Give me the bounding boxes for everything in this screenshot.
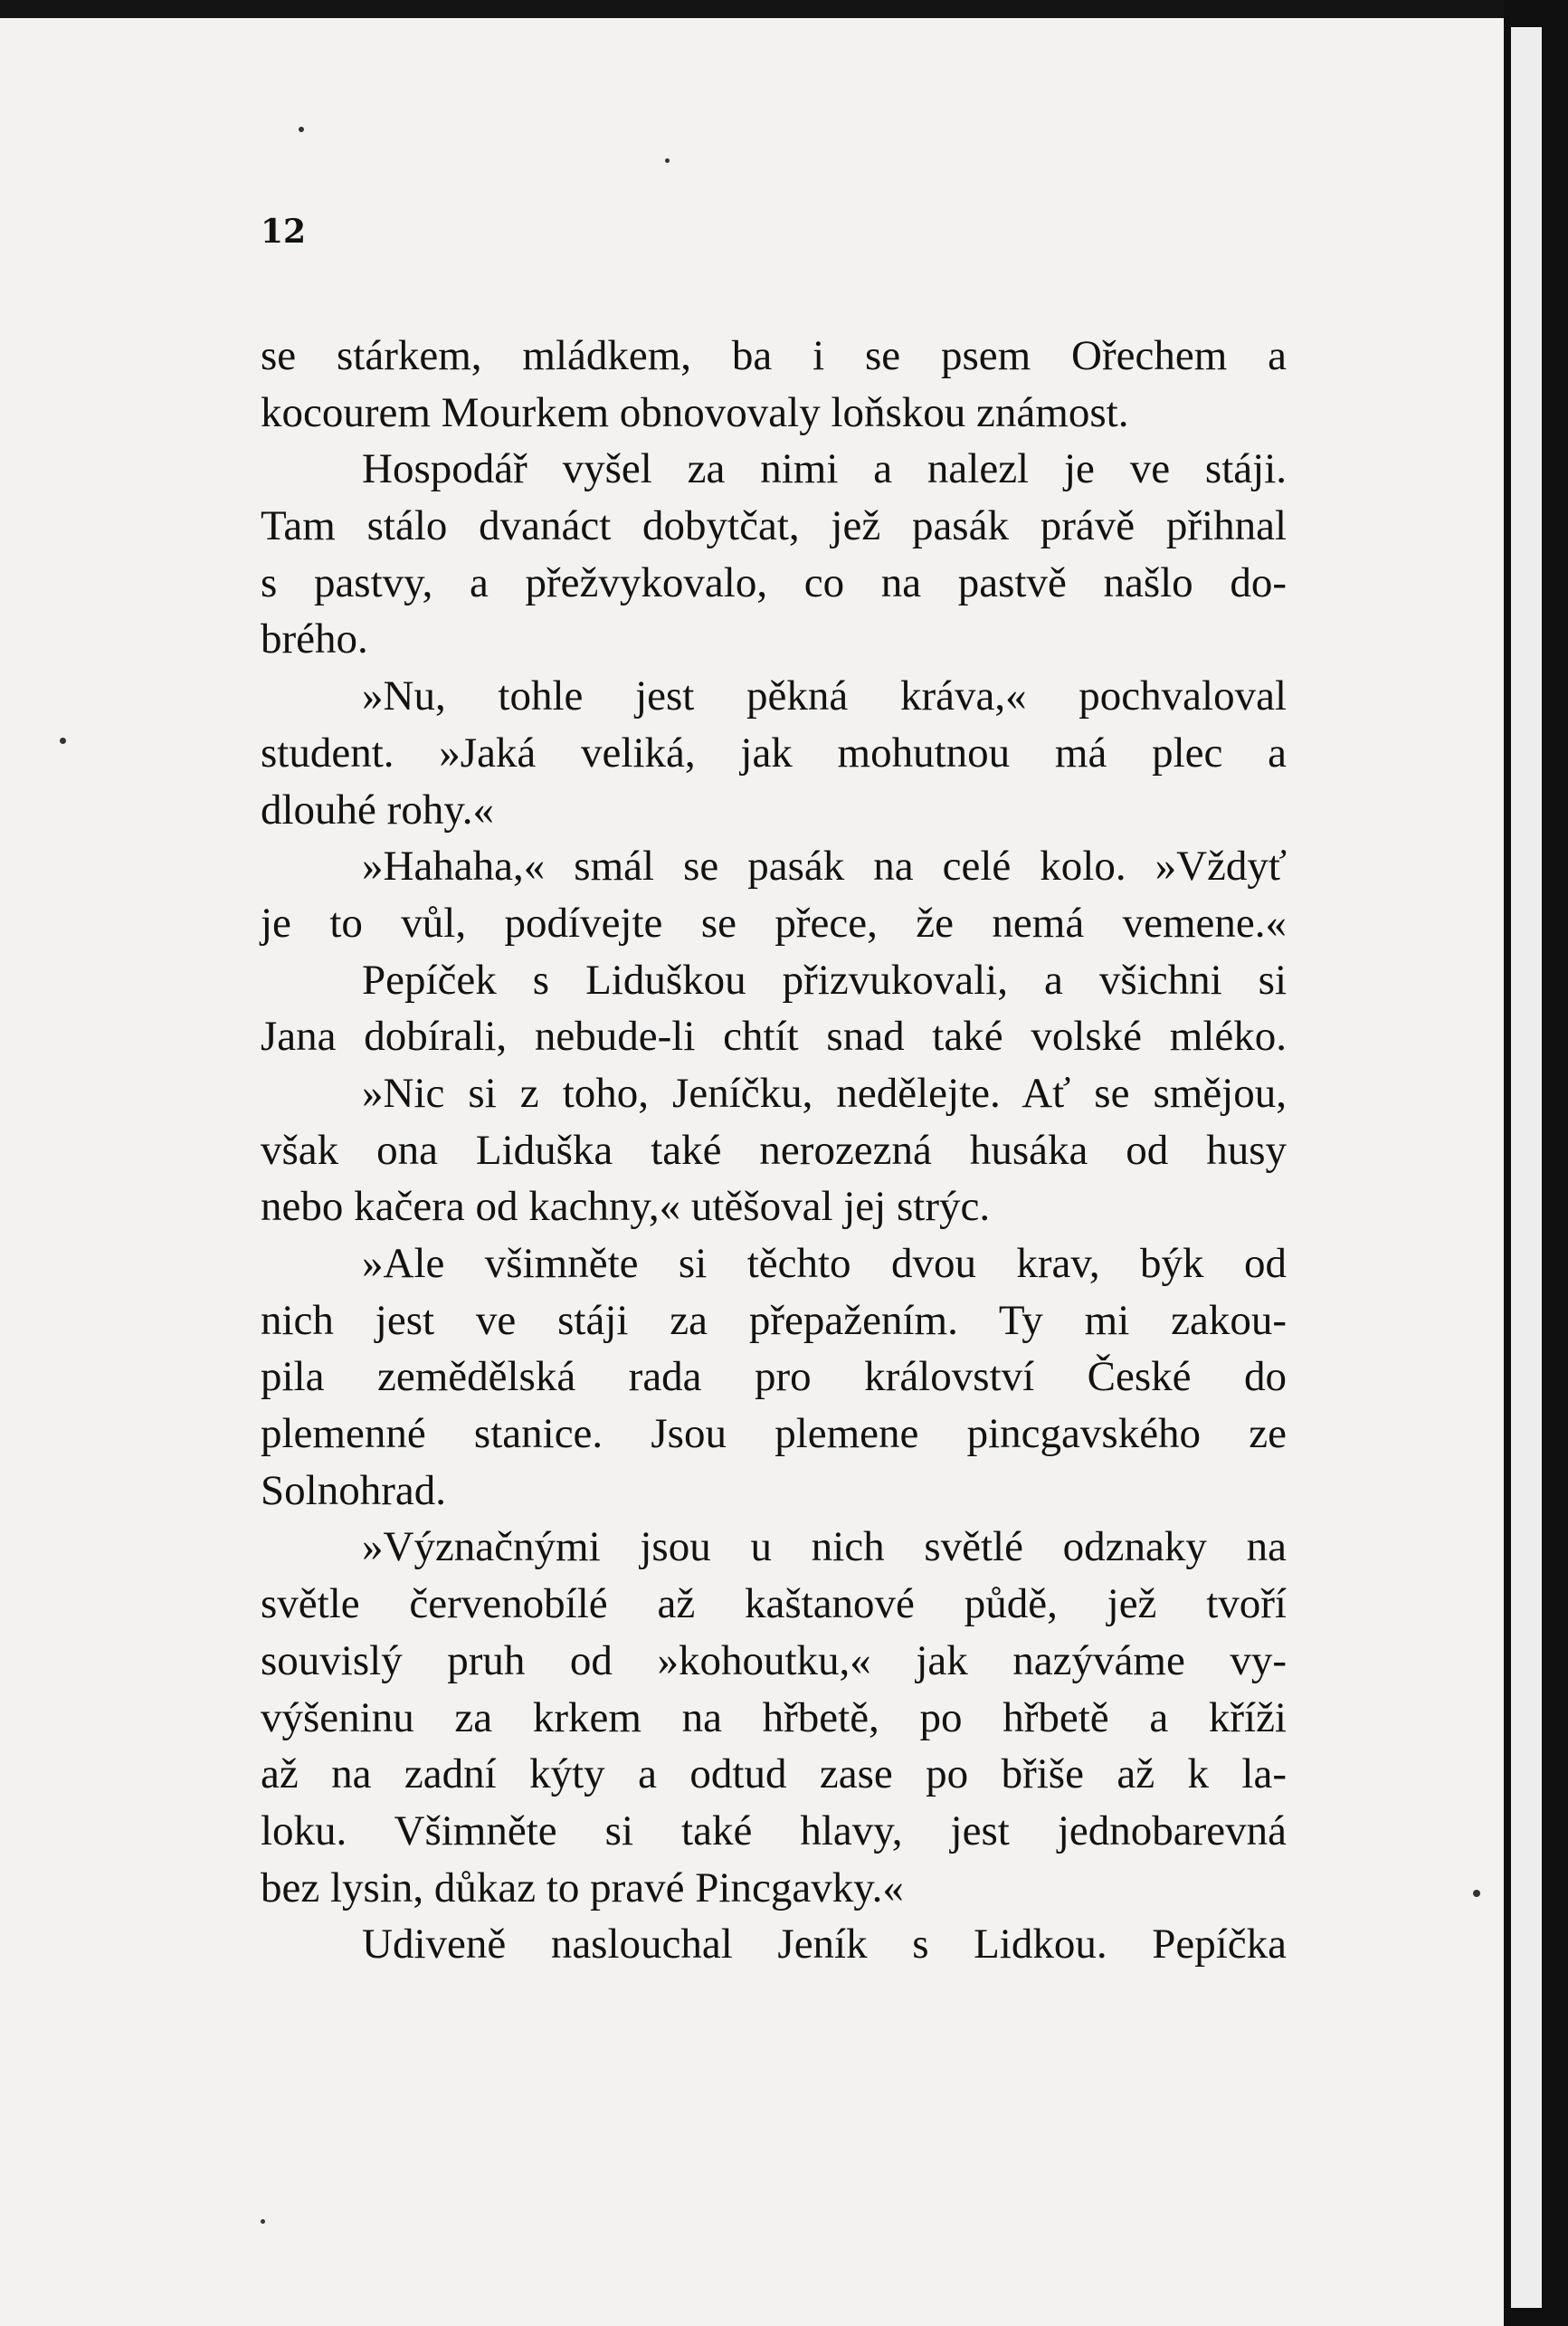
text-line: Tam stálo dvanáct dobytčat, jež pasák právě přihnal [261, 502, 1287, 550]
text-line: plemenné stanice. Jsou plemene pincgavského ze [261, 1410, 1287, 1458]
text-line: s pastvy, a přežvykovalo, co na pastvě našlo do- [261, 558, 1287, 606]
text-line: nich jest ve stáji za přepažením. Ty mi zakou- [261, 1296, 1287, 1344]
scan-speck [1473, 1890, 1480, 1897]
body-text [261, 328, 1287, 1973]
text-line: však ona Liduška také nerozezná husáka od husy [261, 1126, 1287, 1174]
text-line: kocourem Mourkem obnovovaly loňskou známost. [261, 388, 1129, 436]
scan-speck [60, 738, 66, 744]
text-line: Udiveně naslouchal Jeník s Lidkou. Pepíčka [362, 1921, 1287, 1969]
text-line: »Hahaha,« smál se pasák na celé kolo. »Vždyť [362, 843, 1287, 891]
text-line: Hospodář vyšel za nimi a nalezl je ve stáji. [362, 445, 1287, 493]
text-line: se stárkem, mládkem, ba i se psem Ořechem a [261, 332, 1287, 379]
page-number: 12 [261, 213, 307, 251]
text-line: brého. [261, 615, 368, 663]
text-line: »Ale všimněte si těchto dvou krav, býk od [362, 1240, 1287, 1287]
text-line: loku. Všimněte si také hlavy, jest jednobarevná [261, 1806, 1287, 1854]
adjacent-page-edge [1511, 27, 1542, 2308]
text-line: pila zemědělská rada pro království České do [261, 1353, 1287, 1401]
scan-speck [261, 2219, 265, 2224]
text-line: až na zadní kýty a odtud zase po břiše až k la- [261, 1750, 1287, 1798]
text-line: je to vůl, podívejte se přece, že nemá vemene.« [261, 899, 1287, 947]
scan-speck [665, 158, 670, 163]
text-line: student. »Jaká veliká, jak mohutnou má plec a [261, 729, 1287, 777]
text-line: Solnohrad. [261, 1466, 446, 1514]
text-line: souvislý pruh od »kohoutku,« jak nazýváme vy- [261, 1636, 1287, 1684]
text-line: dlouhé rohy.« [261, 786, 495, 834]
scan-border-right [1504, 0, 1568, 2326]
scan-speck [299, 127, 304, 132]
text-line: »Význačnými jsou u nich světlé odznaky na [362, 1523, 1287, 1571]
text-line: Jana dobírali, nebude-li chtít snad také volské mléko. [261, 1013, 1287, 1061]
text-line: »Nu, tohle jest pěkná kráva,« pochvaloval [362, 672, 1287, 720]
text-line: světle červenobílé až kaštanové půdě, jež tvoří [261, 1580, 1287, 1628]
text-line: Pepíček s Liduškou přizvukovali, a všichni si [362, 956, 1287, 1004]
scan-border-top [0, 0, 1568, 18]
book-page [0, 18, 1504, 2326]
text-line: výšeninu za krkem na hřbetě, po hřbetě a kříži [261, 1693, 1287, 1741]
text-line: nebo kačera od kachny,« utěšoval jej strýc. [261, 1183, 991, 1231]
text-line: bez lysin, důkaz to pravé Pincgavky.« [261, 1864, 904, 1911]
text-line: »Nic si z toho, Jeníčku, nedělejte. Ať se smějou, [362, 1069, 1287, 1117]
